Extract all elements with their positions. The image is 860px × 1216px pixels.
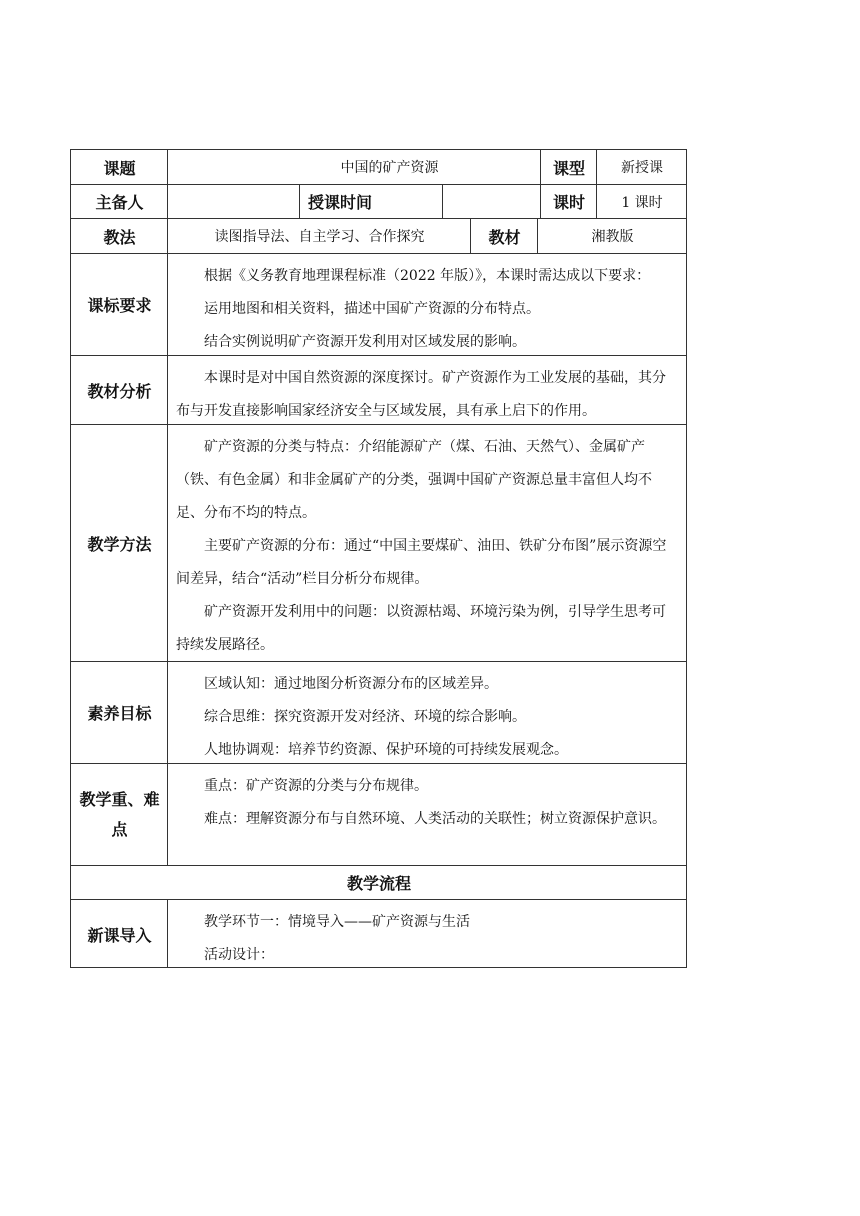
- table-right-border: [686, 149, 687, 968]
- flow-title: 教学流程: [70, 865, 687, 899]
- standards-content: [167, 253, 687, 355]
- intro-line-1: 教学环节一：情境导入——矿产资源与生活: [204, 914, 470, 930]
- key-point-line-1: 重点：矿产资源的分类与分布规律。: [204, 778, 428, 794]
- literacy-content: [167, 661, 687, 763]
- methods-label: 教学方法: [70, 424, 168, 661]
- literacy-line-3: 人地协调观：培养节约资源、保护环境的可持续发展观念。: [204, 742, 568, 758]
- topic-label: 课题: [70, 149, 168, 184]
- intro-label: 新课导入: [70, 899, 168, 968]
- time-label: 授课时间: [299, 184, 443, 218]
- textbook-label: 教材: [470, 218, 538, 253]
- key-points-label: 教学重、难点: [70, 763, 168, 865]
- key-points-content: [167, 763, 687, 865]
- row-key-points: [70, 763, 687, 865]
- analysis-content: [167, 355, 687, 424]
- methods-paragraph-3: 矿产资源开发利用中的问题：以资源枯竭、环境污染为例，引导学生思考可持续发展路径。: [176, 604, 666, 653]
- preparer-value: [167, 184, 300, 218]
- key-point-line-2: 难点：理解资源分布与自然环境、人类活动的关联性；树立资源保护意识。: [204, 811, 666, 827]
- type-label: 课型: [540, 149, 597, 184]
- standards-label: 课标要求: [70, 253, 168, 355]
- standards-line-3: 结合实例说明矿产资源开发利用对区域发展的影响。: [204, 334, 526, 350]
- intro-content: [167, 899, 687, 968]
- topic-value: 中国的矿产资源: [167, 149, 611, 184]
- analysis-label: 教材分析: [70, 355, 168, 424]
- hours-value: 1 课时: [596, 184, 687, 218]
- analysis-text: 本课时是对中国自然资源的深度探讨。矿产资源作为工业发展的基础，其分布与开发直接影响国家经济安全与区域发展，具有承上启下的作用。: [176, 370, 666, 419]
- row-standards: [70, 253, 687, 355]
- time-value: [442, 184, 541, 218]
- row-literacy: [70, 661, 687, 763]
- literacy-line-1: 区域认知：通过地图分析资源分布的区域差异。: [204, 676, 498, 692]
- intro-line-2: 活动设计：: [204, 947, 274, 963]
- literacy-line-2: 综合思维：探究资源开发对经济、环境的综合影响。: [204, 709, 526, 725]
- row-analysis: [70, 355, 687, 424]
- standards-line-2: 运用地图和相关资料，描述中国矿产资源的分布特点。: [204, 301, 540, 317]
- hours-label: 课时: [540, 184, 597, 218]
- type-value: 新授课: [596, 149, 687, 184]
- literacy-label: 素养目标: [70, 661, 168, 763]
- textbook-value: 湘教版: [537, 218, 687, 253]
- row-methods: [70, 424, 687, 661]
- row-intro: [70, 899, 687, 968]
- standards-line-1: 根据《义务教育地理课程标准（2022 年版）》，本课时需达成以下要求：: [204, 268, 651, 284]
- row-method: [70, 218, 687, 253]
- method-label: 教法: [70, 218, 168, 253]
- row-flow-title: [70, 865, 687, 899]
- table-bottom-border: [70, 967, 687, 968]
- methods-paragraph-1: 矿产资源的分类与特点：介绍能源矿产（煤、石油、天然气）、金属矿产（铁、有色金属）和非金属矿产的分类，强调中国矿产资源总量丰富但人均不足、分布不均的特点。: [176, 439, 652, 521]
- row-preparer: [70, 184, 687, 218]
- row-topic-cells: [70, 149, 687, 184]
- methods-content: [167, 424, 687, 661]
- methods-paragraph-2: 主要矿产资源的分布：通过“中国主要煤矿、油田、铁矿分布图”展示资源空间差异，结合“活动”栏目分析分布规律。: [176, 538, 667, 587]
- method-value: 读图指导法、自主学习、合作探究: [167, 218, 471, 253]
- preparer-label: 主备人: [70, 184, 168, 218]
